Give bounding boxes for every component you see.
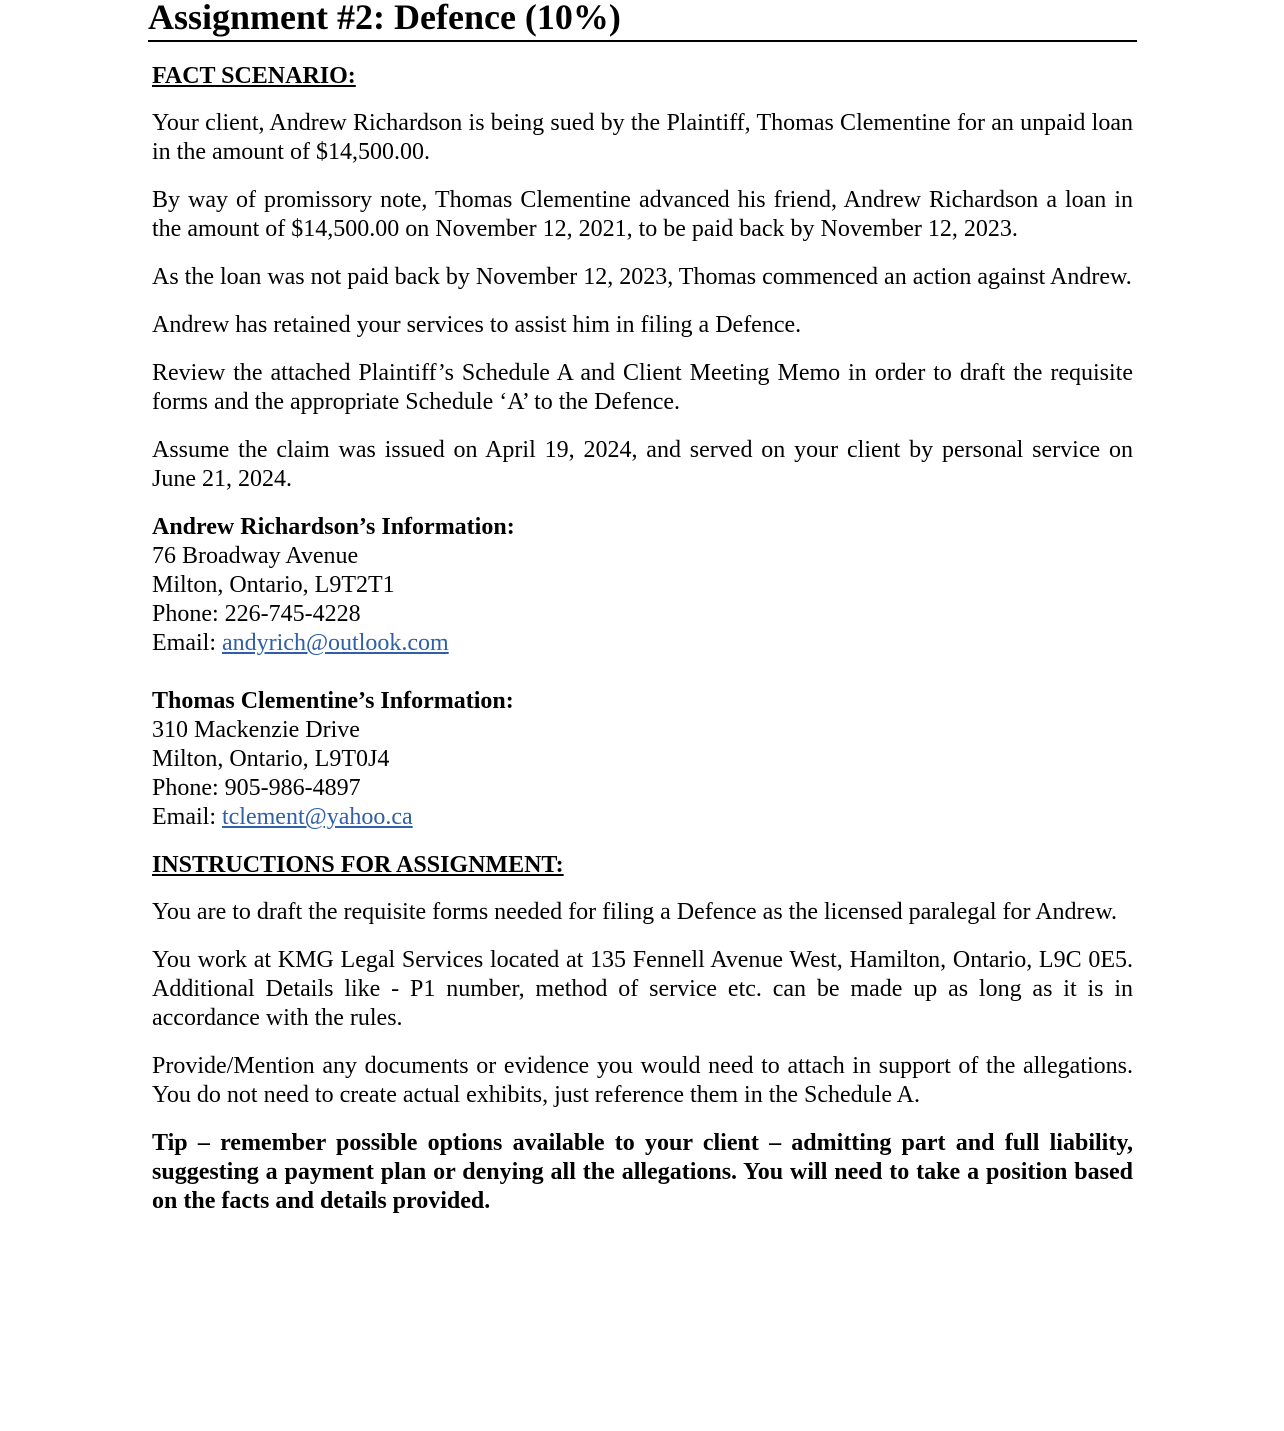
defendant-email-link[interactable]: andyrich@outlook.com bbox=[221, 630, 449, 656]
fact-paragraph-3: As the loan was not paid back by November 12, 2023, Thomas commenced an action against Andrew. bbox=[152, 264, 1132, 290]
defendant-phone: 226-745-4228 bbox=[224, 601, 361, 627]
instructions-paragraph-2: You work at KMG Legal Services located at 135 Fennell Avenue West, Hamilton, Ontario, L9C 0E5. Additional Details like - P1 number, method of service etc. can be made up as long as it is in accordance with the rules. bbox=[152, 947, 1133, 1031]
instructions-paragraph-3: Provide/Mention any documents or evidence you would need to attach in support of the allegations. You do not need to create actual exhibits, just reference them in the Schedule A. bbox=[152, 1053, 1133, 1108]
instructions-heading: INSTRUCTIONS FOR ASSIGNMENT: bbox=[152, 852, 564, 878]
defendant-email-label: Email: bbox=[152, 630, 222, 656]
defendant-email-line bbox=[152, 629, 1133, 658]
defendant-address-line-1: 76 Broadway Avenue bbox=[152, 543, 359, 569]
defendant-phone-line bbox=[152, 600, 1133, 629]
fact-paragraph-5: Review the attached Plaintiff’s Schedule A and Client Meeting Memo in order to draft the requisite forms and the appropriate Schedule ‘A’ to the Defence. bbox=[152, 360, 1133, 415]
defendant-info-heading: Andrew Richardson’s Information: bbox=[152, 514, 515, 540]
plaintiff-info-heading: Thomas Clementine’s Information: bbox=[152, 688, 514, 714]
defendant-address-line-2: Milton, Ontario, L9T2T1 bbox=[152, 572, 395, 598]
plaintiff-info-block bbox=[152, 687, 1133, 832]
fact-scenario-heading: FACT SCENARIO: bbox=[152, 63, 356, 89]
plaintiff-email-link[interactable]: tclement@yahoo.ca bbox=[221, 804, 413, 830]
plaintiff-phone: 905-986-4897 bbox=[224, 775, 361, 801]
document-title: Assignment #2: Defence (10%) bbox=[148, 0, 1137, 42]
fact-paragraph-6: Assume the claim was issued on April 19, 2024, and served on your client by personal service on June 21, 2024. bbox=[152, 437, 1133, 492]
instructions-paragraph-1: You are to draft the requisite forms needed for filing a Defence as the licensed paralegal for Andrew. bbox=[152, 899, 1117, 925]
plaintiff-phone-line bbox=[152, 774, 1133, 803]
defendant-info-block bbox=[152, 513, 1133, 658]
plaintiff-email-line bbox=[152, 803, 1133, 832]
fact-paragraph-2: By way of promissory note, Thomas Clementine advanced his friend, Andrew Richardson a loan in the amount of $14,500.00 on November 12, 2021, to be paid back by November 12, 2023. bbox=[152, 187, 1133, 242]
fact-paragraph-4: Andrew has retained your services to assist him in filing a Defence. bbox=[152, 312, 802, 338]
defendant-phone-label: Phone: bbox=[152, 601, 225, 627]
plaintiff-email-label: Email: bbox=[152, 804, 222, 830]
tip-paragraph: Tip – remember possible options available to your client – admitting part and full liability, suggesting a payment plan or denying all the allegations. You will need to take a position based on the facts and details provided. bbox=[152, 1130, 1133, 1214]
plaintiff-address-line-2: Milton, Ontario, L9T0J4 bbox=[152, 746, 390, 772]
document-body bbox=[152, 62, 1133, 1216]
plaintiff-address-line-1: 310 Mackenzie Drive bbox=[152, 717, 360, 743]
plaintiff-phone-label: Phone: bbox=[152, 775, 225, 801]
fact-paragraph-1: Your client, Andrew Richardson is being sued by the Plaintiff, Thomas Clementine for an unpaid loan in the amount of $14,500.00. bbox=[152, 110, 1133, 165]
